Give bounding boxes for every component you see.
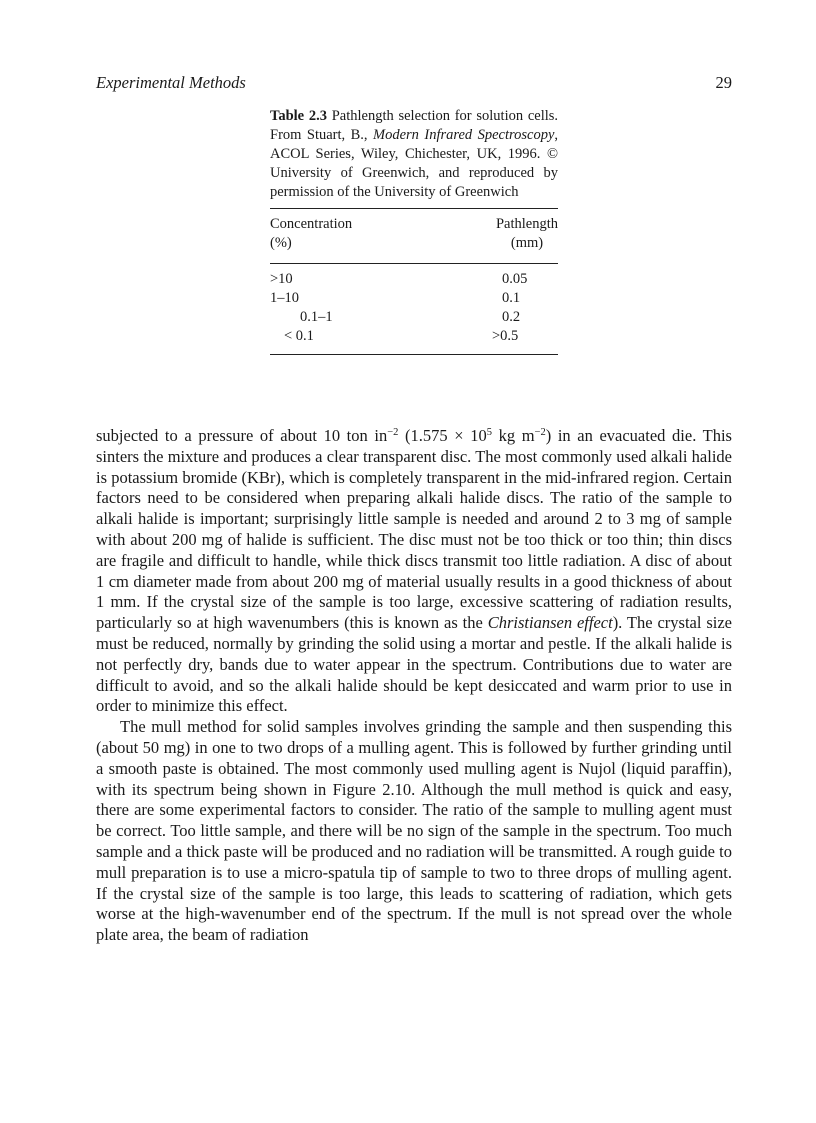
superscript-exponent: −2 — [534, 427, 546, 438]
paragraph-1-text-c: kg m — [491, 426, 535, 445]
christiansen-effect-term: Christiansen effect — [487, 613, 613, 633]
paragraph-1-text-a: subjected to a pressure of about 10 ton in — [96, 426, 388, 445]
table-caption-text: Pathlength selection for solution cells. From Stuart, B., — [270, 108, 559, 143]
table-cell-pathlength: >0.5 — [492, 328, 519, 344]
table-row — [270, 308, 558, 327]
table-bottom-rule — [270, 354, 558, 355]
table-cell-pathlength: 0.2 — [502, 309, 521, 325]
table-row — [270, 327, 558, 346]
table-header-rule — [270, 263, 558, 264]
table-top-rule — [270, 208, 558, 209]
column-header-pathlength — [496, 215, 558, 253]
table-header — [270, 215, 558, 259]
paragraph-1-text-b: (1.575 × 10 — [398, 426, 487, 445]
table-caption-text-2: , ACOL Series, Wiley, Chichester, UK, 1996. © University of Greenwich, and reproduced by permission of the University of Greenwich — [270, 127, 559, 200]
paragraph-1-text-d: ) in an evacuated die. This sinters the mixture and produces a clear transparent disc. The most commonly used alkali halide is potassium bromide (KBr), which is completely transparent in the mid-infrared region. Certain factors need to be considered when preparing alkali halide discs. The ratio of the sample to alkali halide is important; surprisingly little sample is needed and around 2 to 3 mg of sample with about 200 mg of halide is sufficient. The disc must not be too thick or too thin; thin discs are fragile and difficult to handle, while thick discs transmit too little radiation. A disc of about 1 cm diameter made from about 200 mg of material usually results in a good thickness of about 1 mm. If the crystal size of the sample is too large, excessive scattering of radiation results, particularly so at high wavenumbers (this is known as the — [96, 426, 732, 633]
table-cell-concentration: 1–10 — [270, 290, 299, 306]
superscript-exponent: 5 — [486, 427, 492, 438]
table-body — [270, 270, 558, 348]
paragraph-1-text-e: ). The crystal size must be reduced, normally by grinding the solid using a mortar and pestle. If the alkali halide is not perfectly dry, bands due to water appear in the spectrum. Contributions due to water are difficult to avoid, and so the alkali halide should be kept desiccated and warm prior to use in order to minimize this effect. — [96, 613, 732, 716]
column-header-concentration-unit: (%) — [270, 235, 292, 251]
body-text — [96, 426, 732, 946]
table-row — [270, 270, 558, 289]
paragraph-2: The mull method for solid samples involves grinding the sample and then suspending this (about 50 mg) in one to two drops of a mulling agent. This is followed by further grinding until a smooth paste is obtained. The most commonly used mulling agent is Nujol (liquid paraffin), with its spectrum being shown in Figure 2.10. Although the mull method is quick and easy, there are some experimental factors to consider. The ratio of the sample to mulling agent must be correct. Too little sample, and there will be no sign of the sample in the spectrum. Too much sample and a thick paste will be produced and no radiation will be transmitted. A rough guide to mull preparation is to use a micro-spatula tip of sample to two to three drops of mulling agent. If the crystal size of the sample is too large, this leads to scattering of radiation, which gets worse at the high-wavenumber end of the spectrum. If the mull is not spread over the whole plate area, the beam of radiation — [96, 717, 732, 945]
column-header-pathlength-unit: (mm) — [510, 235, 544, 251]
table-caption-book-title: Modern Infrared Spectroscopy — [373, 127, 555, 143]
column-header-concentration — [270, 215, 352, 253]
table-cell-concentration: 0.1–1 — [300, 309, 333, 325]
paragraph-1 — [96, 426, 732, 717]
table-caption — [270, 107, 558, 202]
table-cell-pathlength: 0.1 — [502, 290, 521, 306]
table-row — [270, 289, 558, 308]
table-cell-pathlength: 0.05 — [502, 271, 528, 287]
column-header-pathlength-name: Pathlength — [495, 216, 558, 232]
column-header-concentration-name: Concentration — [270, 216, 353, 232]
table-caption-label: Table 2.3 — [270, 108, 327, 124]
table-cell-concentration: >10 — [270, 271, 293, 287]
table-cell-concentration: < 0.1 — [284, 328, 314, 344]
table-2-3 — [270, 107, 558, 355]
page-number: 29 — [715, 73, 732, 92]
running-title: Experimental Methods — [96, 73, 246, 92]
superscript-exponent: −2 — [387, 427, 399, 438]
